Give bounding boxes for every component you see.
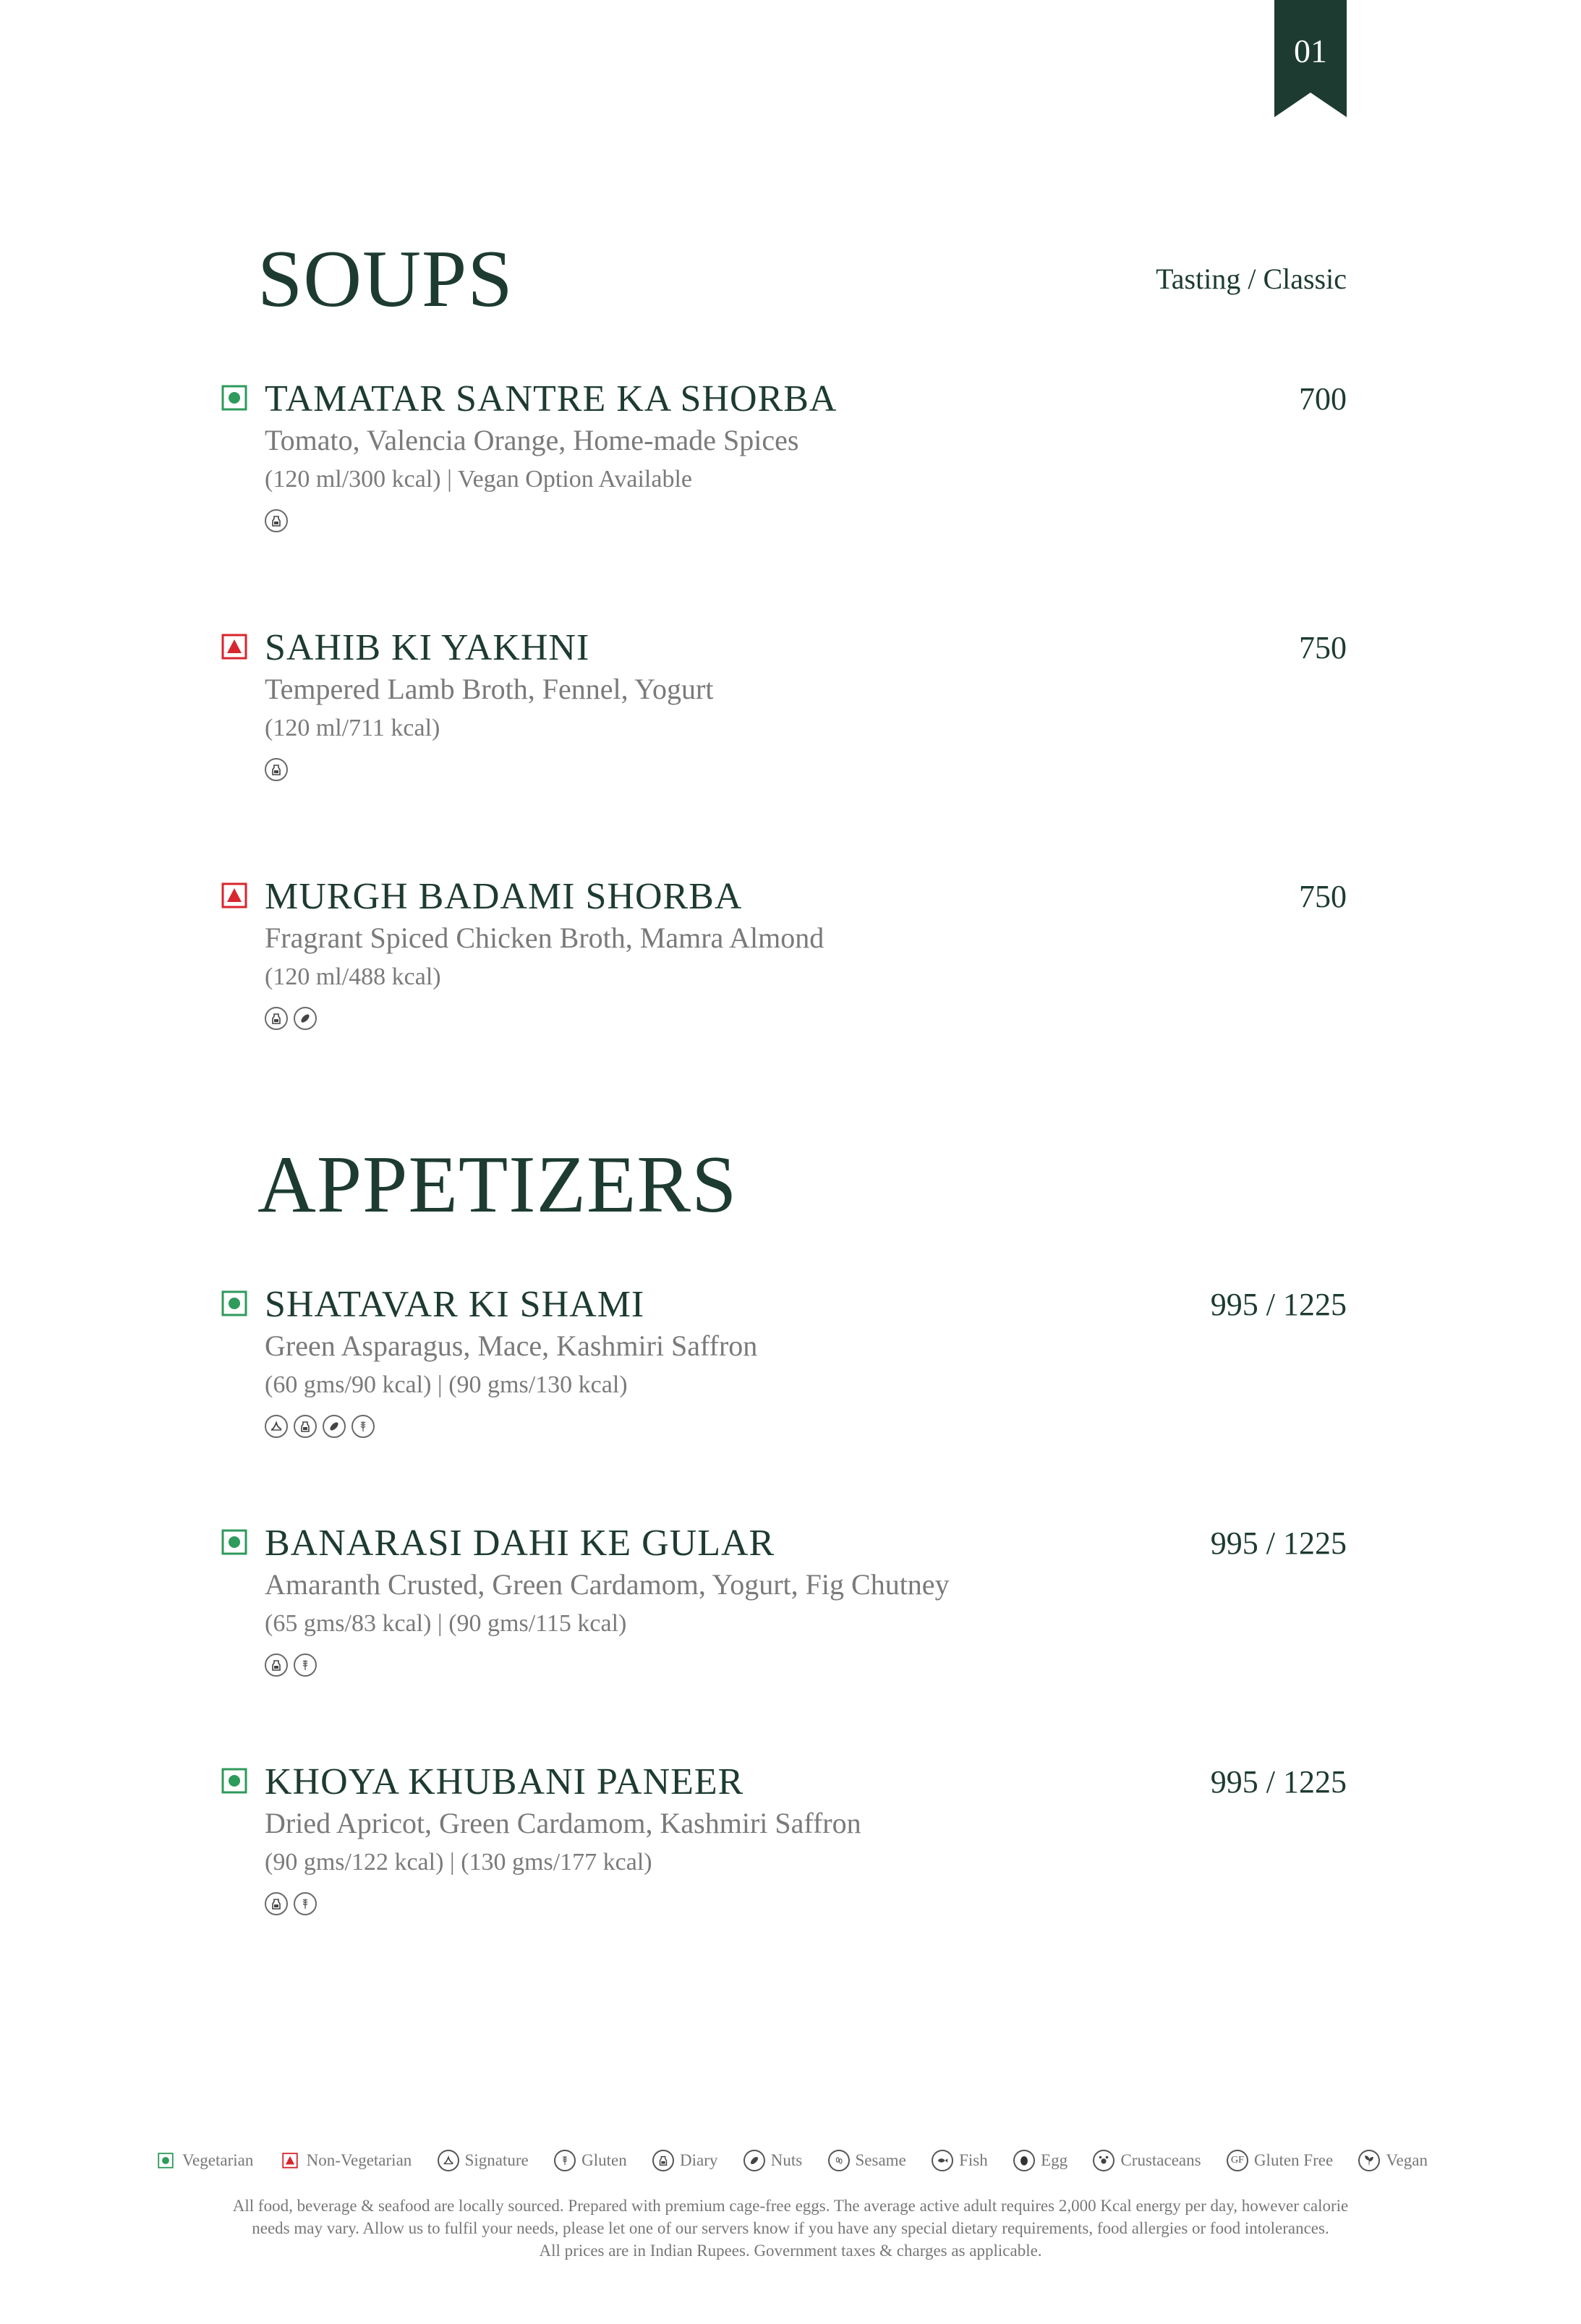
legend-label: Diary [680, 2151, 718, 2169]
menu-item-price: 750 [1299, 879, 1347, 914]
dairy-icon [652, 2150, 674, 2171]
dairy-icon [265, 1007, 288, 1030]
vegetarian-icon [221, 1529, 247, 1555]
allergen-icons [265, 1653, 317, 1677]
legend-label: Nuts [770, 2151, 803, 2169]
legend-item [828, 2150, 906, 2171]
dairy-icon [265, 1892, 288, 1915]
section-title-soups: SOUPS [257, 234, 513, 324]
menu-item-price: 750 [1299, 630, 1347, 665]
nuts-icon [323, 1415, 346, 1438]
vegetarian-icon [221, 385, 247, 411]
menu-item-description: Amaranth Crusted, Green Cardamom, Yogurt, Fig Chutney [265, 1568, 950, 1601]
dairy-icon [265, 758, 288, 781]
legend-label: Fish [959, 2151, 988, 2169]
footer-line: All food, beverage & seafood are locally sourced. Prepared with premium cage-free eggs. The average active adult requires 2,000 Kcal energy per day, however calorie [232, 2197, 1349, 2215]
non-vegetarian-icon [279, 2150, 301, 2171]
legend-label: Non-Vegetarian [306, 2151, 412, 2169]
dairy-icon [294, 1415, 317, 1438]
menu-item-description: Fragrant Spiced Chicken Broth, Mamra Almond [265, 921, 824, 954]
allergen-icons [265, 1415, 375, 1438]
legend-item [932, 2150, 988, 2171]
menu-item-name: TAMATAR SANTRE KA SHORBA [265, 378, 838, 420]
legend-label: Gluten Free [1253, 2151, 1334, 2169]
legend-label: Sesame [855, 2151, 906, 2169]
legend-item [743, 2150, 802, 2171]
menu-item-portion: (65 gms/83 kcal) | (90 gms/115 kcal) [265, 1610, 627, 1637]
allergen-icons [265, 1892, 317, 1915]
menu-item-name: KHOYA KHUBANI PANEER [265, 1761, 744, 1802]
vegetarian-icon [221, 1290, 247, 1316]
menu-item-name: BANARASI DAHI KE GULAR [265, 1523, 775, 1564]
nuts-icon [294, 1007, 317, 1030]
signature-icon [438, 2150, 459, 2171]
menu-item-portion: (120 ml/488 kcal) [265, 963, 441, 990]
gluten-icon [294, 1653, 317, 1677]
menu-item-description: Tomato, Valencia Orange, Home-made Spices [265, 424, 799, 456]
menu-item-portion: (120 ml/300 kcal) | Vegan Option Available [265, 466, 692, 493]
menu-item-price: 700 [1299, 381, 1347, 417]
menu-item-price: 995 / 1225 [1210, 1287, 1347, 1322]
gluten-icon [351, 1415, 375, 1438]
menu-item-portion: (90 gms/122 kcal) | (130 gms/177 kcal) [265, 1849, 652, 1876]
legend-item [1358, 2150, 1427, 2171]
menu-item-portion: (120 ml/711 kcal) [265, 715, 440, 741]
dietary-legend [155, 2150, 1428, 2171]
legend-label: Signature [464, 2151, 529, 2169]
legend-item [155, 2150, 253, 2171]
legend-item [279, 2150, 412, 2171]
nuts-icon [743, 2150, 765, 2171]
non-vegetarian-icon [221, 634, 247, 660]
legend-label: Crustaceans [1120, 2151, 1201, 2169]
menu-item-portion: (60 gms/90 kcal) | (90 gms/130 kcal) [265, 1371, 628, 1398]
legend-label: Vegetarian [182, 2151, 254, 2169]
legend-label: Gluten [581, 2151, 627, 2169]
legend-item [1093, 2150, 1201, 2171]
menu-item-description: Green Asparagus, Mace, Kashmiri Saffron [265, 1329, 758, 1362]
menu-item-name: SHATAVAR KI SHAMI [265, 1284, 645, 1325]
gluten-icon [554, 2150, 576, 2171]
vegetarian-icon [155, 2150, 176, 2171]
sesame-icon [828, 2150, 850, 2171]
allergen-icons [265, 758, 288, 781]
fish-icon [932, 2150, 953, 2171]
page-number-badge [1274, 0, 1347, 117]
footer-note [145, 2195, 1436, 2262]
legend-item [652, 2150, 717, 2171]
signature-icon [265, 1415, 288, 1438]
gluten-icon [294, 1892, 317, 1915]
legend-item [1013, 2150, 1068, 2171]
crustaceans-icon [1093, 2150, 1115, 2171]
legend-label: Egg [1041, 2151, 1068, 2169]
gluten-free-icon: GF [1227, 2150, 1248, 2171]
menu-item-price: 995 / 1225 [1210, 1764, 1347, 1800]
allergen-icons [265, 1007, 317, 1030]
section-title-appetizers: APPETIZERS [257, 1140, 738, 1230]
vegan-icon [1358, 2150, 1380, 2171]
allergen-icons [265, 509, 288, 532]
legend-item [438, 2150, 529, 2171]
legend-item [1227, 2150, 1333, 2171]
footer-line: All prices are in Indian Rupees. Government taxes & charges as applicable. [539, 2242, 1042, 2260]
price-header: Tasting / Classic [1156, 263, 1347, 295]
footer-line: needs may vary. Allow us to fulfil your needs, please let one of our servers know if you have any special dietary requirements, food allergies or food intolerances. [252, 2219, 1329, 2237]
vegetarian-icon [221, 1768, 247, 1794]
egg-icon [1013, 2150, 1035, 2171]
menu-item-name: SAHIB KI YAKHNI [265, 627, 590, 668]
menu-item-description: Dried Apricot, Green Cardamom, Kashmiri Saffron [265, 1807, 861, 1839]
dairy-icon [265, 1653, 288, 1677]
legend-label: Vegan [1386, 2151, 1428, 2169]
menu-item-description: Tempered Lamb Broth, Fennel, Yogurt [265, 673, 714, 705]
menu-item-price: 995 / 1225 [1210, 1525, 1347, 1561]
legend-item [554, 2150, 627, 2171]
non-vegetarian-icon [221, 882, 247, 908]
dairy-icon [265, 509, 288, 532]
menu-item-name: MURGH BADAMI SHORBA [265, 876, 743, 917]
page-number: 01 [1294, 33, 1327, 69]
